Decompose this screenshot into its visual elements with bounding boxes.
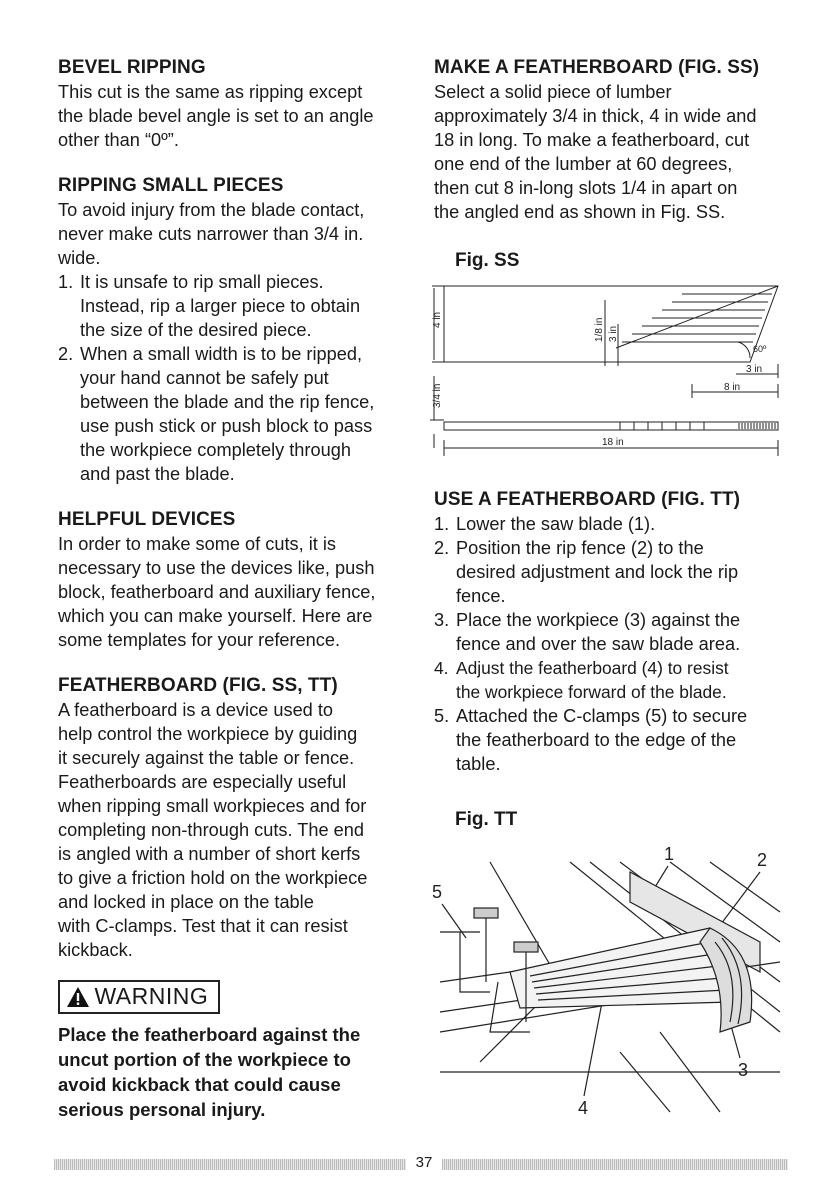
warning-text: Place the featherboard against the uncut portion of the workpiece to avoid kickback that could cause serious personal injury.: [58, 1024, 361, 1120]
callout-4: 4: [578, 1098, 589, 1118]
footer-bar-left: [54, 1159, 406, 1170]
featherboard-heading: FEATHERBOARD (FIG. SS, TT): [58, 675, 338, 696]
make-featherboard-heading: MAKE A FEATHERBOARD (FIG. SS): [434, 57, 760, 78]
footer-bar-right: [442, 1159, 788, 1170]
dim-3in-label: 3 in: [746, 364, 763, 375]
warning-label: WARNING: [94, 983, 209, 1009]
warning-triangle-icon: [66, 986, 90, 1008]
helpful-devices-heading: HELPFUL DEVICES: [58, 509, 236, 530]
fig-tt-illustration: [420, 832, 790, 1122]
dim-3in-v-label: 3 in: [608, 325, 619, 342]
list-item: 5. Attached the C-clamps (5) to secure the featherboard to the edge of the table.: [434, 706, 748, 774]
list-item: 1. Lower the saw blade (1).: [434, 514, 656, 534]
left-column: [58, 56, 410, 1122]
list-item: 4. Adjust the featherboard (4) to resist the workpiece forward of the blade.: [434, 658, 729, 702]
warning-box: [58, 980, 220, 1014]
bevel-ripping-text: This cut is the same as ripping except the blade bevel angle is set to an angle other than “0º”.: [58, 82, 374, 150]
dim-8in-label: 8 in: [724, 382, 741, 393]
dim-60-label: 60º: [753, 344, 767, 354]
bevel-ripping-heading: BEVEL RIPPING: [58, 57, 206, 78]
list-item: 2. When a small width is to be ripped, your hand cannot be safely put between the blade and the rip fence, use push stick or push block to pass the workpiece completely through and past the blade.: [58, 344, 375, 484]
helpful-devices-text: In order to make some of cuts, it is necessary to use the devices like, push block, featherboard and auxiliary fence, which you can make yourself. Here are some templates for your reference.: [58, 534, 376, 650]
callout-5: 5: [432, 882, 443, 902]
page-number: 37: [415, 1154, 433, 1171]
list-item: 2. Position the rip fence (2) to the desired adjustment and lock the rip fence.: [434, 538, 739, 606]
callout-2: 2: [757, 850, 768, 870]
page-footer: [54, 1154, 788, 1171]
dim-4in-label: 4 in: [432, 311, 443, 328]
fig-tt-label: Fig. TT: [455, 809, 518, 830]
make-featherboard-text: Select a solid piece of lumber approximately 3/4 in thick, 4 in wide and 18 in long. To make a featherboard, cut one end of the lumber at 60 degrees, then cut 8 in-long slots 1/4 in apart on the angled end as shown in Fig. SS.: [434, 82, 757, 222]
ripping-small-pieces-heading: RIPPING SMALL PIECES: [58, 175, 284, 196]
list-item: 3. Place the workpiece (3) against the fence and over the saw blade area.: [434, 610, 741, 654]
callout-3: 3: [738, 1060, 749, 1080]
use-featherboard-heading: USE A FEATHERBOARD (FIG. TT): [434, 489, 741, 510]
callout-1: 1: [664, 844, 675, 864]
ripping-small-pieces-list: [58, 270, 410, 486]
dim-3-4in-label: 3/4 in: [432, 383, 443, 408]
dim-18in-label: 18 in: [602, 437, 624, 448]
ripping-small-pieces-text: To avoid injury from the blade contact, never make cuts narrower than 3/4 in. wide.: [58, 200, 365, 268]
dim-1-8in-label: 1/8 in: [594, 317, 605, 342]
fig-ss-label: Fig. SS: [455, 250, 520, 271]
featherboard-text: A featherboard is a device used to help control the workpiece by guiding it securely against the table or fence. Featherboards are especially useful when ripping small workpieces and for completing non-through cuts. The end is angled with a number of short kerfs to give a friction hold on the workpiece and locked in place on the table with C-clamps. Test that it can resist kickback.: [58, 700, 368, 960]
use-featherboard-section: [434, 488, 794, 776]
right-column: [434, 56, 794, 224]
use-featherboard-list: [434, 512, 794, 776]
fig-ss-diagram: [420, 280, 790, 470]
list-item: 1. It is unsafe to rip small pieces. Instead, rip a larger piece to obtain the size of the desired piece.: [58, 272, 361, 340]
